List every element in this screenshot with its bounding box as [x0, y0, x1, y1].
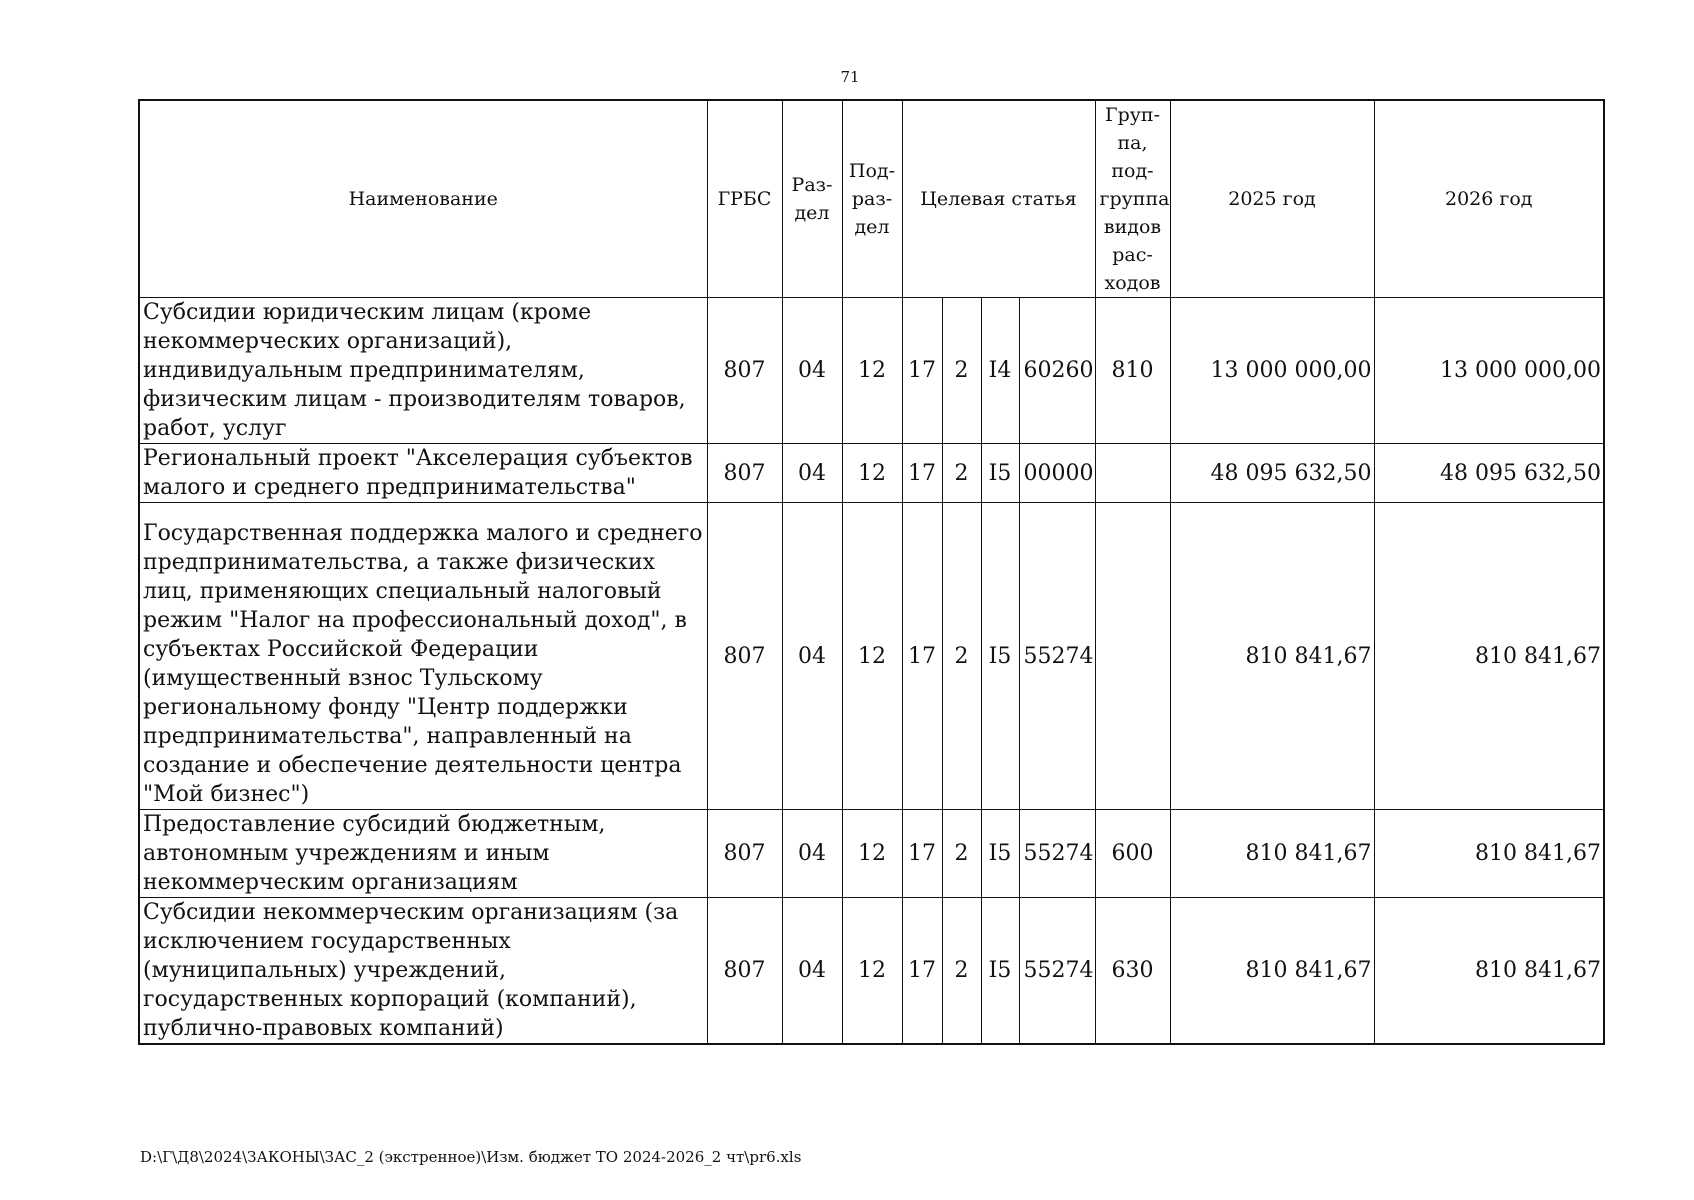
row-podrazdel: 12	[842, 810, 902, 898]
row-target-direction: 00000	[1019, 444, 1095, 503]
row-target-subprogram: 2	[942, 810, 981, 898]
row-target-program: 17	[902, 444, 942, 503]
table-row	[139, 810, 1604, 898]
row-razdel: 04	[782, 503, 842, 810]
header-group: Груп-па, под-группа видов рас-ходов	[1095, 100, 1170, 298]
row-2026: 48 095 632,50	[1374, 444, 1604, 503]
row-grbs: 807	[707, 898, 782, 1045]
row-group: 600	[1095, 810, 1170, 898]
row-2025: 810 841,67	[1170, 503, 1374, 810]
row-group	[1095, 503, 1170, 810]
row-target-subprogram: 2	[942, 444, 981, 503]
table-header-row	[139, 100, 1604, 298]
row-podrazdel: 12	[842, 444, 902, 503]
row-razdel: 04	[782, 298, 842, 444]
row-target-subprogram: 2	[942, 503, 981, 810]
row-podrazdel: 12	[842, 298, 902, 444]
header-grbs: ГРБС	[707, 100, 782, 298]
row-grbs: 807	[707, 810, 782, 898]
row-target-project: I5	[981, 898, 1019, 1045]
header-2025: 2025 год	[1170, 100, 1374, 298]
row-name: Региональный проект "Акселерация субъектов малого и среднего предпринимательства"	[139, 444, 707, 503]
row-group: 630	[1095, 898, 1170, 1045]
row-2025: 810 841,67	[1170, 810, 1374, 898]
row-target-program: 17	[902, 810, 942, 898]
row-group: 810	[1095, 298, 1170, 444]
header-name: Наименование	[139, 100, 707, 298]
row-target-project: I5	[981, 444, 1019, 503]
row-target-direction: 55274	[1019, 898, 1095, 1045]
row-target-direction: 55274	[1019, 503, 1095, 810]
row-2026: 13 000 000,00	[1374, 298, 1604, 444]
budget-table	[138, 99, 1605, 1045]
row-target-direction: 55274	[1019, 810, 1095, 898]
row-target-program: 17	[902, 898, 942, 1045]
row-2025: 810 841,67	[1170, 898, 1374, 1045]
row-group	[1095, 444, 1170, 503]
row-grbs: 807	[707, 444, 782, 503]
table-row	[139, 298, 1604, 444]
row-target-project: I4	[981, 298, 1019, 444]
table-row	[139, 444, 1604, 503]
row-target-subprogram: 2	[942, 298, 981, 444]
row-razdel: 04	[782, 898, 842, 1045]
row-2026: 810 841,67	[1374, 810, 1604, 898]
row-podrazdel: 12	[842, 898, 902, 1045]
row-target-project: I5	[981, 503, 1019, 810]
row-name: Предоставление субсидий бюджетным, автономным учреждениям и иным некоммерческим организациям	[139, 810, 707, 898]
table-row	[139, 898, 1604, 1045]
row-target-direction: 60260	[1019, 298, 1095, 444]
row-target-project: I5	[981, 810, 1019, 898]
header-podrazdel: Под-раз-дел	[842, 100, 902, 298]
row-2026: 810 841,67	[1374, 898, 1604, 1045]
row-razdel: 04	[782, 444, 842, 503]
row-name: Субсидии юридическим лицам (кроме некоммерческих организаций), индивидуальным предпринимателям, физическим лицам - производителям товаров, работ, услуг	[139, 298, 707, 444]
row-2026: 810 841,67	[1374, 503, 1604, 810]
row-2025: 48 095 632,50	[1170, 444, 1374, 503]
header-2026: 2026 год	[1374, 100, 1604, 298]
row-name: Субсидии некоммерческим организациям (за исключением государственных (муниципальных) учреждений, государственных корпораций (компаний), публично-правовых компаний)	[139, 898, 707, 1045]
row-target-subprogram: 2	[942, 898, 981, 1045]
table-row	[139, 503, 1604, 810]
row-target-program: 17	[902, 503, 942, 810]
row-name: Государственная поддержка малого и среднего предпринимательства, а также физических лиц, применяющих специальный налоговый режим "Налог на профессиональный доход", в субъектах Российской Федерации (имущественный взнос Тульскому региональному фонду "Центр поддержки предпринимательства", направленный на создание и обеспечение деятельности центра "Мой бизнес")	[139, 503, 707, 810]
file-path-footer: D:\Г\Д8\2024\ЗАКОНЫ\ЗАС_2 (экстренное)\Изм. бюджет ТО 2024-2026_2 чт\pr6.xls	[140, 1148, 802, 1166]
row-target-program: 17	[902, 298, 942, 444]
header-razdel: Раз-дел	[782, 100, 842, 298]
row-grbs: 807	[707, 503, 782, 810]
page-number: 71	[840, 68, 860, 86]
row-razdel: 04	[782, 810, 842, 898]
row-grbs: 807	[707, 298, 782, 444]
row-2025: 13 000 000,00	[1170, 298, 1374, 444]
header-target: Целевая статья	[902, 100, 1095, 298]
row-podrazdel: 12	[842, 503, 902, 810]
